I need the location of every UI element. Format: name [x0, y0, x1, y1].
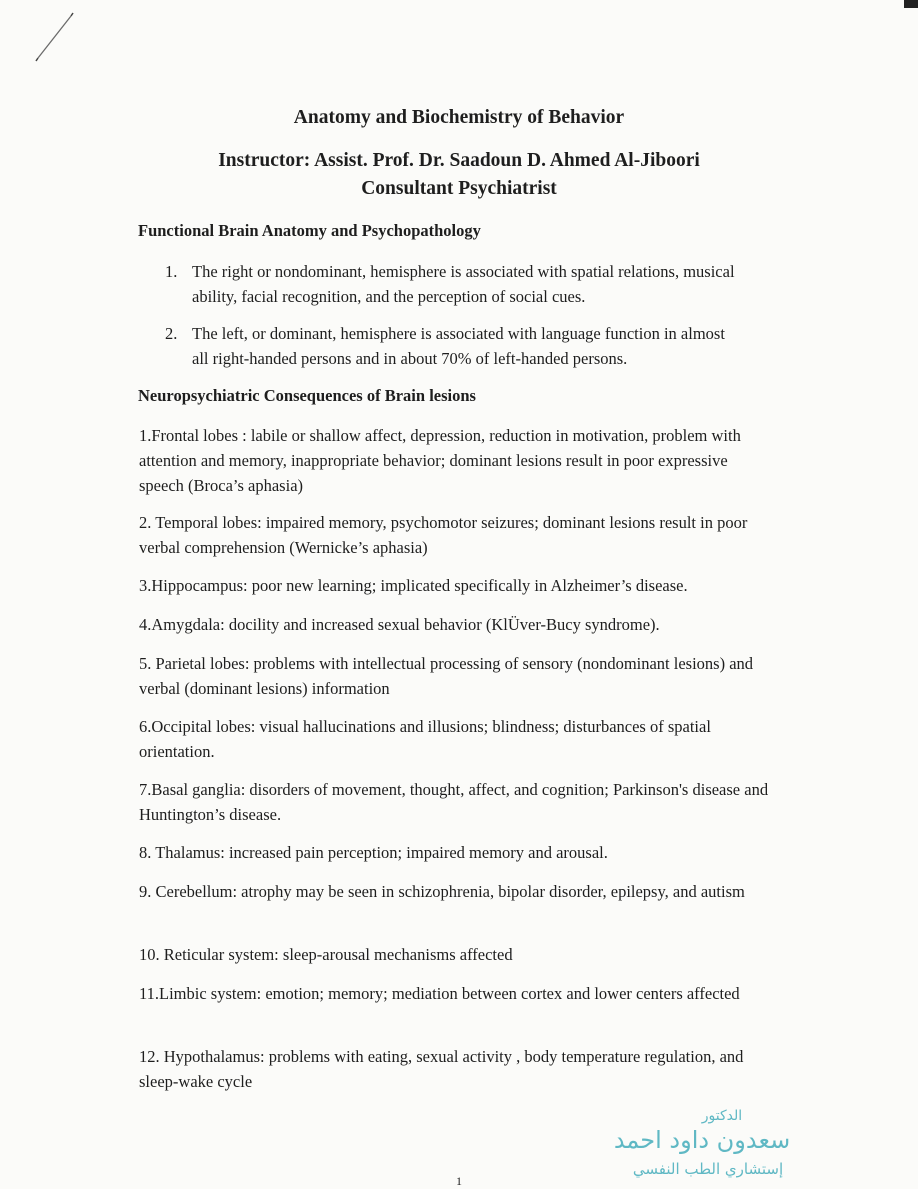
lesion-paragraph-reticular: 10. Reticular system: sleep-arousal mechanisms affected [139, 945, 513, 964]
lesion-paragraph-hippocampus: 3.Hippocampus: poor new learning; implicated specifically in Alzheimer’s disease. [139, 576, 688, 595]
lesion-paragraph-parietal: 5. Parietal lobes: problems with intellectual processing of sensory (nondominant lesions) and verbal (dominant lesions) information [139, 654, 754, 698]
list-item-number: 1. [165, 262, 178, 281]
role-line: Consultant Psychiatrist [361, 178, 557, 199]
pen-stroke-mark [30, 10, 80, 65]
document-title: Anatomy and Biochemistry of Behavior [293, 107, 625, 128]
list-item-text: The left, or dominant, hemisphere is associated with language function in almost all right-handed persons and in about 70% of left-handed persons. [192, 324, 725, 368]
lesion-paragraph-basal-ganglia: 7.Basal ganglia: disorders of movement, thought, affect, and cognition; Parkinson's disease and Huntington’s disease. [139, 780, 769, 824]
stamp-name: سعدون داود احمد [613, 1126, 791, 1154]
section-heading-functional-anatomy: Functional Brain Anatomy and Psychopathology [138, 221, 481, 240]
lesion-paragraph-hypothalamus: 12. Hypothalamus: problems with eating, sexual activity , body temperature regulation, and sleep-wake cycle [139, 1047, 744, 1091]
instructor-line: Instructor: Assist. Prof. Dr. Saadoun D. Ahmed Al-Jiboori [218, 150, 700, 171]
lesion-paragraph-temporal: 2. Temporal lobes: impaired memory, psychomotor seizures; dominant lesions result in poor verbal comprehension (Wernicke’s aphasia) [139, 513, 748, 557]
list-item-text: The right or nondominant, hemisphere is associated with spatial relations, musical ability, facial recognition, and the perception of social cues. [192, 262, 735, 306]
lesion-paragraph-limbic: 11.Limbic system: emotion; memory; mediation between cortex and lower centers affected [139, 984, 740, 1003]
lesion-paragraph-amygdala: 4.Amygdala: docility and increased sexual behavior (KlÜver-Bucy syndrome). [139, 615, 660, 634]
list-item-number: 2. [165, 324, 178, 343]
lesion-paragraph-frontal: 1.Frontal lobes : labile or shallow affect, depression, reduction in motivation, problem with attention and memory, inappropriate behavior; dominant lesions result in poor expressive speech (Broca’s aphasia) [139, 426, 741, 495]
lesion-paragraph-cerebellum: 9. Cerebellum: atrophy may be seen in schizophrenia, bipolar disorder, epilepsy, and autism [139, 882, 745, 901]
lesion-paragraph-thalamus: 8. Thalamus: increased pain perception; impaired memory and arousal. [139, 843, 608, 862]
stamp-title: الدكتور [701, 1108, 743, 1124]
list-item [165, 259, 735, 309]
list-item [165, 321, 735, 371]
section-heading-brain-lesions: Neuropsychiatric Consequences of Brain lesions [138, 386, 476, 405]
scan-corner-mark [904, 0, 918, 8]
signature-stamp [612, 1098, 792, 1184]
lesion-paragraph-occipital: 6.Occipital lobes: visual hallucinations and illusions; blindness; disturbances of spatial orientation. [139, 717, 711, 761]
stamp-specialty: إستشاري الطب النفسي [632, 1160, 784, 1178]
page-number: 1 [456, 1174, 462, 1188]
